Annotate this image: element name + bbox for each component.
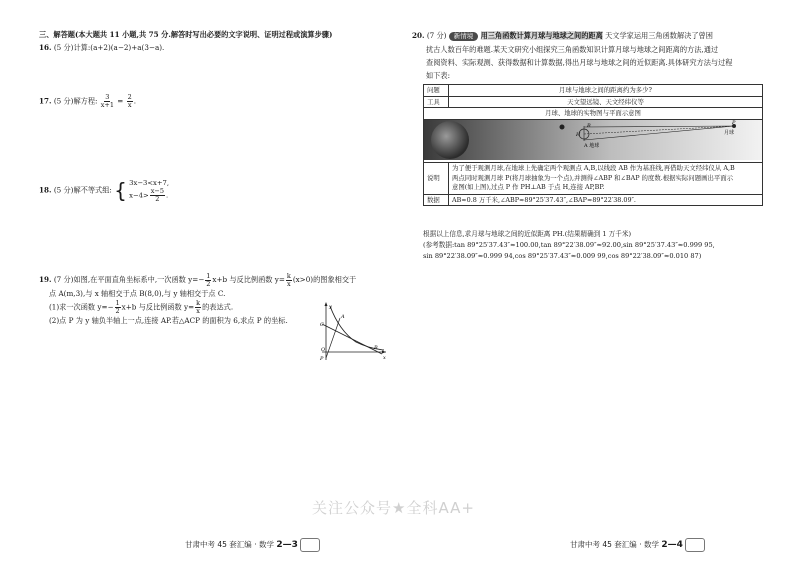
label-B: B [374, 345, 378, 351]
table-row: 数据 AB≈0.8 万千米,∠ABP≈89°25′37.43″,∠BAP≈89°22′38.09″. [424, 194, 763, 206]
research-table [423, 84, 763, 206]
question-20-tail: 根据以上信息,求月球与地球之间的近似距离 PH.(结果精确到 1 万千米) (参考数据:tan 89°25′37.43″≈100.00,tan 89°22′38.09″≈92.00,sin 89°25′37.43″≈0.999 95, sin 89°22′38.09″≈0.999 94,cos 89°25′37.43″≈0.009 99,cos 89°22′38.09″≈0.010 87) [423, 230, 715, 260]
earth-moon-diagram [424, 120, 762, 160]
hyperbola-curve [330, 306, 384, 350]
svg-text:B: B [587, 122, 591, 129]
svg-text:A 地球: A 地球 [584, 142, 600, 149]
question-18 [39, 178, 169, 203]
question-text: (5 分)解方程: [53, 96, 98, 106]
function-graph-figure [308, 300, 388, 362]
svg-text:P: P [732, 119, 736, 126]
question-number: 18. [39, 185, 52, 195]
logo-stamp-icon [685, 538, 705, 552]
fraction: $\frac{2}{x}$ [127, 93, 132, 109]
logo-stamp-icon [300, 538, 320, 552]
topic-highlight: 用三角函数计算月球与地球之间的距离 [480, 31, 603, 40]
question-text: (5 分)解不等式组: [53, 185, 112, 195]
earth-icon [431, 121, 469, 159]
question-16 [39, 43, 164, 53]
svg-text:H: H [576, 131, 581, 138]
footer-text: 甘肃中考 45 套汇编 · 数学 [185, 540, 274, 549]
new-context-tag: 新情境 [449, 32, 479, 41]
small-moon-icon [560, 124, 565, 129]
watermark: 关注公众号★全科AA+ [312, 499, 475, 517]
label-P: P [320, 356, 324, 362]
footer-right [570, 538, 705, 552]
table-row: 工具 天文望远镜、天文经纬仪等 [424, 96, 763, 108]
table-row: 问题 月球与地球之间的距离约为多少? [424, 85, 763, 97]
question-number: 20. [412, 31, 425, 40]
page-number: 2—4 [661, 540, 683, 550]
table-row: 月球、地球的实物图与平面示意图 [424, 108, 763, 120]
section-title: 三、解答题(本大题共 11 小题,共 75 分.解答时写出必要的文字说明、证明过程或演算步骤) [39, 30, 333, 39]
label-O: O [321, 347, 326, 353]
linear-function-line [322, 324, 382, 354]
equals-sign: = [117, 96, 124, 106]
question-number: 16. [39, 43, 52, 52]
svg-text:月球: 月球 [724, 129, 735, 136]
label-A: A [341, 314, 345, 320]
table-row [424, 119, 763, 163]
question-number: 17. [39, 96, 52, 106]
question-text: (5 分)计算:(a+2)(a−2)+a(3−a). [53, 43, 165, 52]
footer-left [185, 538, 320, 552]
question-17: 17. (5 分)解方程: $\frac{3}{x+1}$ = $\frac{2}{x}$ . [39, 93, 137, 109]
question-number: 19. [39, 275, 52, 284]
label-x: x [383, 355, 386, 361]
fraction: $\frac{3}{x+1}$ [100, 93, 114, 109]
label-C: C [320, 322, 324, 328]
page-number: 2—3 [276, 540, 298, 550]
inequality-system: 3x−3<x+7, x−4> $\frac{x-5}{2}$ . [129, 179, 170, 203]
question-20: 20. (7 分) 新情境 用三角函数计算月球与地球之间的距离 天文学家运用三角函数解决了曾困 扰古人数百年的难题.某天文研究小组探究三角函数知识计算月球与地球之间距离的方法,通过 查阅资料、实际观测、获得数据和计算数据,得出月球与地球之间的近似距离.具体研究方法与过程 如下表: [412, 31, 733, 80]
table-row: 说明 为了便于观测月球,在地球上先确定两个观测点 A,B,以线段 AB 作为基准线,再借助天文经纬仪从 A,B 两点同时观测月球 P(将月球抽象为一个点),并测得∠ABP 和∠BAP 的度数.根据实际问题画出平面示 意图(如上图),过点 P 作 PH⊥AB 于点 H,连接 AP,BP. [424, 163, 763, 195]
brace-icon: { [114, 178, 127, 203]
label-y: y [329, 304, 332, 310]
question-19: 19. (7 分)如图,在平面直角坐标系中,一次函数 y=− $\frac{1}{2}$ x+b 与反比例函数 y= $\frac{k}{x}$ (x>0)的图象相交于 点 A(m,3),与 x 轴相交于点 B(8,0),与 y 轴相交于点 C. (1)求一次函数 y=− $\frac{1}{2}$ x+b 与反比例函数 y= $\frac{k}{x}$ 的表达式. (2)点 P 为 y 轴负半轴上一点,连接 AP.若△ACP 的面积为 6,求点 P 的坐标. [39, 271, 357, 325]
footer-text: 甘肃中考 45 套汇编 · 数学 [570, 540, 659, 549]
